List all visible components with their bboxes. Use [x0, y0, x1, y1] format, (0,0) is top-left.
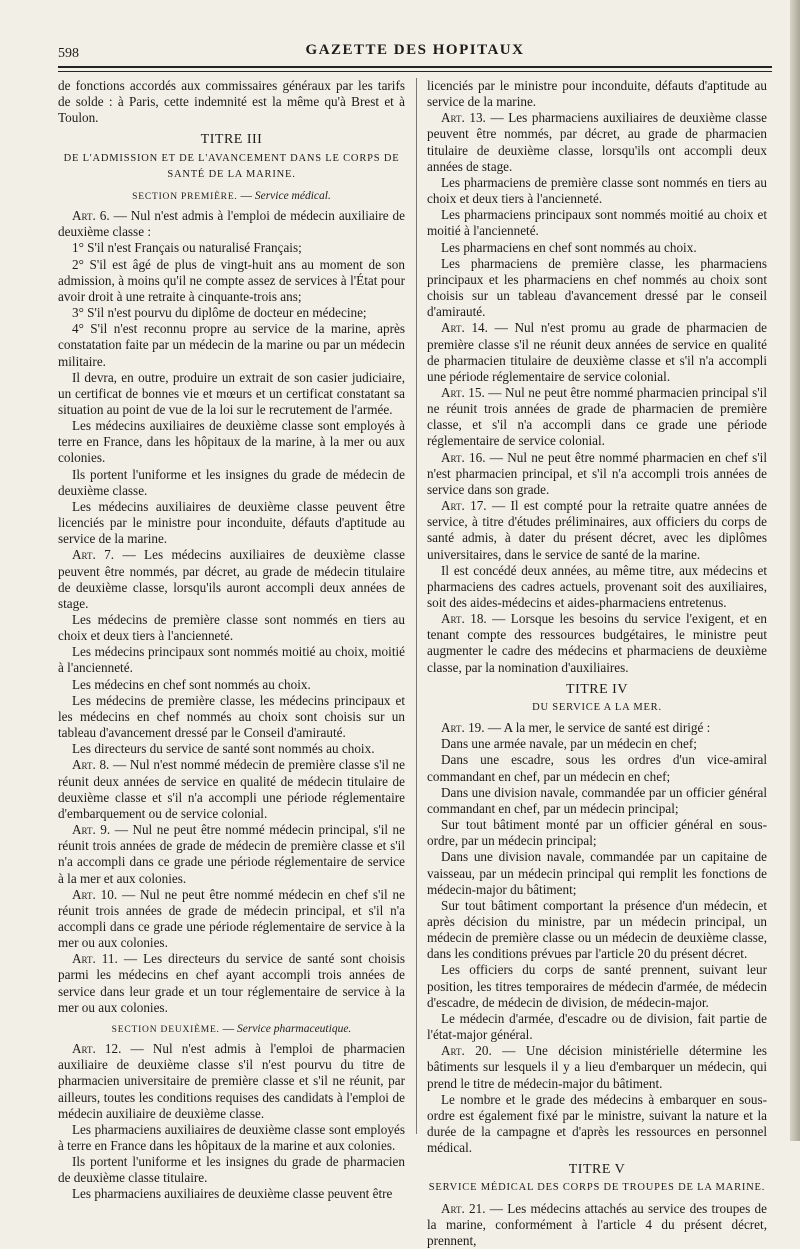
- page-header: [58, 40, 772, 62]
- titre-heading: TITRE IV: [566, 681, 628, 697]
- titre-subheading: DU SERVICE A LA MER.: [532, 701, 662, 713]
- paragraph: Les médecins de première classe, les médecins principaux et les médecins en chef nommés au choix sont choisis sur un tableau d'avancement dressé par le Conseil d'amirauté.: [58, 692, 405, 741]
- article-number: Art. 14.: [441, 320, 488, 336]
- article-text: — Les médecins attachés au service des troupes de la marine, conformément à l'article 4 du présent décret, prennent,: [427, 1200, 767, 1248]
- article-text: — Lorsque les besoins du service l'exigent, et en tenant compte des ressources budgétaires, le ministre peut augmenter le cadre des médecins et pharmaciens de deuxième classe, par la nomination d'auxiliaires.: [427, 611, 767, 675]
- article: [427, 110, 767, 175]
- paragraph: Les pharmaciens en chef sont nommés au choix.: [441, 239, 697, 255]
- paragraph: Dans une division navale, commandée par un officier général commandant en chef, par un médecin principal;: [427, 784, 767, 816]
- header-rule: [58, 66, 772, 68]
- article-number: Art. 18.: [441, 611, 487, 627]
- article-text: — Nul n'est nommé médecin de première classe s'il ne réunit deux années de service en qualité de médecin titulaire de deuxième classe et s'il n'a accompli une période réglementaire d'embarquement ou de service colonial.: [58, 757, 406, 821]
- paragraph: 2° S'il est âgé de plus de vingt-huit ans au moment de son admission, à moins qu'il ne compte assez de services à l'État pour avoir droit à une retraite à cinquante-trois ans;: [58, 256, 405, 304]
- article-number: Art. 19.: [441, 720, 485, 736]
- article-text: — Nul n'est admis à l'emploi de médecin auxiliaire de deuxième classe :: [58, 208, 406, 240]
- page-edge: [790, 0, 800, 1141]
- article-text: — Nul n'est promu au grade de pharmacien de première classe s'il ne réunit deux années de service en qualité de pharmacien titulaire de deuxième classe et s'il n'a accompli une période réglementaire de service colonial.: [427, 320, 768, 384]
- section-heading: [58, 1021, 405, 1038]
- paragraph: Dans une escadre, sous les ordres d'un vice-amiral commandant en chef, par un médecin en chef;: [427, 752, 767, 784]
- article-text: — Les directeurs du service de santé sont choisis parmi les médecins en chef ayant accompli trois années de service dans leur grade et un tour réglementaire de service à la mer ou aux colonies.: [58, 951, 405, 1015]
- column-divider: [416, 78, 417, 1134]
- article-number: Art. 16.: [441, 449, 486, 465]
- article-number: Art. 17.: [441, 498, 487, 514]
- article: [58, 1041, 405, 1122]
- paragraph: 3° S'il n'est pourvu du diplôme de docteur en médecine;: [72, 305, 367, 321]
- article: [58, 757, 405, 822]
- paragraph: Les médecins auxiliaires de deuxième classe sont employés à terre en France, dans les hôpitaux de la marine, à la mer ou aux colonies.: [58, 418, 405, 466]
- paragraph: de fonctions accordés aux commissaires généraux par les tarifs de solde : à Paris, cette indemnité est la même qu'à Brest et à Toulon.: [58, 78, 405, 126]
- article: [427, 611, 767, 676]
- section-name: Service médical.: [254, 189, 331, 202]
- paragraph: Les médecins de première classe sont nommés en tiers au choix et deux tiers à l'ancienneté.: [58, 612, 405, 644]
- article: [58, 951, 405, 1016]
- article-text: — Les pharmaciens auxiliaires de deuxième classe peuvent être nommés, par décret, au grade de pharmacien titulaire de deuxième classe, lorsqu'ils ont accompli deux années de stage.: [427, 110, 767, 174]
- titre-subheading: SERVICE MÉDICAL DES CORPS DE TROUPES DE LA MARINE.: [428, 1182, 766, 1194]
- article-number: Art. 6.: [72, 208, 110, 224]
- paragraph: Les pharmaciens auxiliaires de deuxième classe peuvent être: [72, 1186, 393, 1202]
- section-separator: —: [237, 189, 255, 202]
- article-text: — Nul ne peut être nommé pharmacien en chef s'il n'est pharmacien principal, et s'il n'a accompli trois années de service dans son grade.: [427, 449, 768, 497]
- paragraph: Les pharmaciens de première classe sont nommés en tiers au choix et deux tiers à l'ancienneté.: [427, 174, 767, 207]
- article: [427, 1201, 767, 1249]
- article-number: Art. 9.: [72, 822, 111, 838]
- article-text: — Il est compté pour la retraite quatre années de service, à titre d'études préliminaires, aux officiers du corps de santé admis, à dater du présent décret, avec les diplômes universitaires, dans le service de santé de la marine.: [427, 498, 767, 562]
- paragraph: 1° S'il n'est Français ou naturalisé Français;: [72, 240, 302, 256]
- article: [427, 720, 767, 736]
- titre-heading: TITRE III: [200, 132, 263, 148]
- paragraph: Les pharmaciens auxiliaires de deuxième classe sont employés à terre en France dans les hôpitaux de la marine et aux colonies.: [58, 1121, 405, 1153]
- article-text: — Nul ne peut être nommé médecin en chef s'il ne réunit trois années de grade de médecin principal, et s'il n'a accompli dans ce grade une période réglementaire de service à la mer ou aux colonies.: [58, 886, 406, 951]
- journal-title: GAZETTE DES HOPITAUX: [305, 42, 525, 58]
- section-label: SECTION DEUXIÈME.: [111, 1024, 220, 1035]
- article-number: Art. 15.: [441, 384, 485, 400]
- article-text: — Une décision ministérielle détermine les bâtiments sur lesquels il y a lieu d'embarquer un médecin, qui prend le titre de médecin-major du bâtiment.: [427, 1043, 767, 1091]
- article-number: Art. 10.: [72, 886, 118, 902]
- section-name: Service pharmaceutique.: [236, 1022, 352, 1035]
- article-number: Art. 20.: [441, 1043, 492, 1059]
- paragraph: Le nombre et le grade des médecins à embarquer en sous-ordre est également fixé par le ministre, suivant la nature et la durée de la campagne et d'après les ressources en personnel médical.: [427, 1091, 767, 1156]
- article-text: — Nul ne peut être nommé pharmacien principal s'il ne réunit trois années de grade de pharmacien de première classe, et s'il n'a accompli dans ce grade une période réglementaire de service colonial.: [427, 384, 768, 449]
- paragraph: 4° S'il n'est reconnu propre au service de la marine, après constatation faite par un médecin de la marine ou par un médecin militaire.: [58, 321, 405, 369]
- paragraph: Les médecins en chef sont nommés au choix.: [72, 676, 311, 692]
- paragraph: Les directeurs du service de santé sont nommés au choix.: [72, 741, 375, 757]
- titre-heading: TITRE V: [568, 1162, 626, 1178]
- paragraph: Ils portent l'uniforme et les insignes du grade de pharmacien de deuxième classe titulaire.: [58, 1154, 405, 1186]
- paragraph: Le médecin d'armée, d'escadre ou de division, fait partie de l'état-major général.: [427, 1010, 767, 1043]
- paragraph: licenciés par le ministre pour inconduite, défauts d'aptitude au service de la marine.: [427, 78, 767, 110]
- right-column: [427, 78, 768, 1248]
- titre-subheading: DE L'ADMISSION ET DE L'AVANCEMENT DANS LE CORPS DE SANTÉ DE LA MARINE.: [63, 152, 400, 180]
- header-rule-thin: [58, 71, 772, 72]
- paragraph: Les pharmaciens de première classe, les pharmaciens principaux et les pharmaciens en chef nommés au choix sont choisis sur un tableau d'avancement dressé par le conseil d'amirauté.: [427, 255, 767, 320]
- article: [427, 320, 767, 385]
- paragraph: Sur tout bâtiment monté par un officier général en sous-ordre, par un médecin principal;: [427, 817, 767, 849]
- article-number: Art. 11.: [72, 951, 118, 967]
- article: [58, 822, 405, 887]
- article-text: — Nul ne peut être nommé médecin principal, s'il ne réunit trois années de grade de médecin de première classe et s'il n'a accompli dans ce grade une période réglementaire de service à la mer et aux colonies.: [58, 822, 406, 886]
- paragraph: Les médecins auxiliaires de deuxième classe peuvent être licenciés par le ministre pour inconduite, défauts d'aptitude au service de la marine.: [58, 498, 405, 547]
- section-heading: [58, 188, 405, 205]
- article: [58, 547, 405, 612]
- paragraph: Il devra, en outre, produire un extrait de son casier judiciaire, un certificat de bonnes vie et mœurs et un certificat constatant sa situation au point de vue de la loi sur le recrutement de l'armée.: [58, 369, 405, 417]
- article-number: Art. 21.: [441, 1200, 486, 1216]
- paragraph: Sur tout bâtiment comportant la présence d'un médecin, et après décision du ministre, par un médecin principal, un médecin de première classe ou un médecin de deuxième classe, dans les conditions prévues par l'article 20 du présent décret.: [427, 897, 767, 962]
- section-label: SECTION PREMIÈRE.: [132, 191, 238, 202]
- paragraph: Les officiers du corps de santé prennent, suivant leur position, les titres temporaires de médecin d'armée, de médecin d'escadre, de médecin de division, de médecin-major.: [427, 962, 767, 1010]
- article: [427, 385, 767, 450]
- article: [427, 498, 767, 563]
- article: [427, 450, 767, 498]
- paragraph: Les pharmaciens principaux sont nommés moitié au choix et moitié à l'ancienneté.: [427, 207, 767, 239]
- paragraph: Il est concédé deux années, au même titre, aux médecins et pharmaciens des cadres actuels, provenant soit des auxiliaires, soit des aides-médecins et aides-pharmaciens entretenus.: [427, 562, 767, 610]
- paragraph: Dans une division navale, commandée par un capitaine de vaisseau, par un médecin principal qui remplit les fonctions de médecin-major du bâtiment;: [427, 849, 767, 897]
- paragraph: Ils portent l'uniforme et les insignes du grade de médecin de deuxième classe.: [58, 466, 405, 498]
- article-number: Art. 7.: [72, 547, 115, 563]
- article: [58, 887, 405, 952]
- article: [427, 1043, 767, 1091]
- page-number: 598: [58, 46, 79, 61]
- paragraph: Les médecins principaux sont nommés moitié au choix, moitié à l'ancienneté.: [58, 644, 405, 676]
- paragraph: Dans une armée navale, par un médecin en chef;: [441, 736, 697, 752]
- section-separator: —: [219, 1022, 237, 1035]
- article-text: — Les médecins auxiliaires de deuxième classe peuvent être nommés, par décret, au grade de médecin titulaire de deuxième classe, lorsqu'ils auront accompli deux années de stage.: [58, 547, 406, 611]
- article-text: — A la mer, le service de santé est dirigé :: [484, 720, 711, 736]
- article: [58, 208, 405, 240]
- article-text: — Nul n'est admis à l'emploi de pharmacien auxiliaire de deuxième classe s'il n'est pourvu du titre de pharmacien universitaire de première classe et s'il ne réunit, par ailleurs, toutes les conditions requises des candidats à l'emploi de médecin auxiliaire de deuxième classe.: [58, 1041, 406, 1121]
- article-number: Art. 12.: [72, 1041, 122, 1057]
- article-number: Art. 8.: [72, 757, 110, 773]
- article-number: Art. 13.: [441, 110, 486, 126]
- left-column: [58, 78, 406, 1202]
